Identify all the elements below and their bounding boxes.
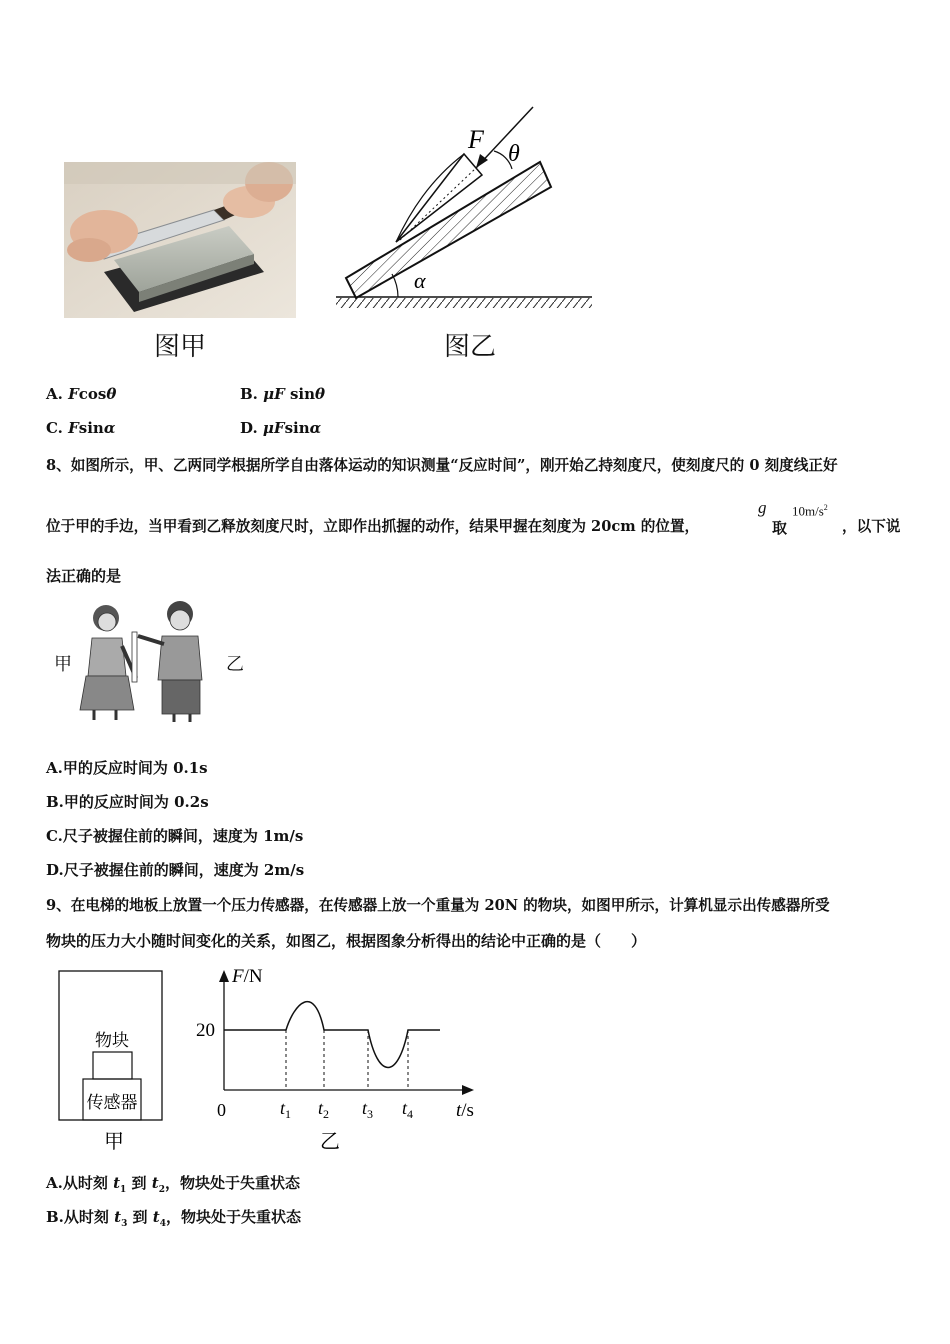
force-time-graph xyxy=(190,960,490,1156)
q8-option-c[interactable]: C.尺子被握住前的瞬间，速度为 1m/s xyxy=(46,827,304,845)
q9-stem-line2: 物块的压力大小随时间变化的关系，如图乙，根据图象分析得出的结论中正确的是（ ） xyxy=(46,932,647,950)
q8-stem-line3: 法正确的是 xyxy=(46,567,122,585)
q8-stem-line2-end: ，以下说 xyxy=(842,518,901,535)
q7-option-a[interactable]: A. Fcosθ xyxy=(46,385,117,403)
y-axis-label: F/N xyxy=(232,966,263,987)
alpha-label: α xyxy=(414,268,426,293)
block-label: 物块 xyxy=(95,1031,129,1051)
incline-blade-diagram xyxy=(330,102,600,314)
q8-option-b[interactable]: B.甲的反应时间为 0.2s xyxy=(46,793,209,811)
caption-yi: 乙 xyxy=(320,1129,340,1153)
figure-caption-jia: 图甲 xyxy=(154,332,207,362)
q8-option-d[interactable]: D.尺子被握住前的瞬间，速度为 2m/s xyxy=(46,861,305,879)
x-axis-label: t/s xyxy=(456,1100,474,1121)
tick-t1: $t_1$ xyxy=(280,1098,292,1121)
caption-jia: 甲 xyxy=(104,1129,124,1153)
theta-label: θ xyxy=(508,141,520,167)
figure-caption-yi: 图乙 xyxy=(444,332,497,362)
knife-sharpening-illustration xyxy=(64,162,296,318)
y-value-20: 20 xyxy=(196,1020,215,1041)
g-value: $10m/s^2$ xyxy=(792,503,828,519)
take-word: 取 xyxy=(772,519,788,537)
q7-option-d[interactable]: D. μFsinα xyxy=(240,419,322,437)
force-curve xyxy=(224,1002,440,1068)
q8-option-a[interactable]: A.甲的反应时间为 0.1s xyxy=(46,759,208,777)
knife-sharpening-photo xyxy=(64,162,296,318)
tick-t2: $t_2$ xyxy=(318,1098,330,1121)
q8-stem-line2: 位于甲的手边，当甲看到乙释放刻度尺时，立即作出抓握的动作，结果甲握在刻度为 20cm 的位置， xyxy=(46,518,700,535)
y-axis-arrow xyxy=(219,970,229,982)
g-symbol: g xyxy=(758,498,767,517)
reaction-time-illustration xyxy=(76,598,226,722)
tick-t4: $t_4$ xyxy=(402,1098,414,1121)
sensor-label: 传感器 xyxy=(86,1093,138,1113)
x-axis-arrow xyxy=(462,1085,474,1095)
q9-option-a[interactable]: A.从时刻 $t_1$ 到 $t_2$，物块处于失重状态 xyxy=(46,1174,300,1195)
ground-hatch xyxy=(336,298,592,308)
q7-option-b[interactable]: B. μF sinθ xyxy=(240,385,326,403)
elevator-box-figure xyxy=(56,968,168,1154)
q9-stem-line1: 9、在电梯的地板上放置一个压力传感器，在传感器上放一个重量为 20N 的物块，如图甲所示，计算机显示出传感器所受 xyxy=(46,897,830,914)
q7-option-c[interactable]: C. Fsinα xyxy=(46,419,116,437)
q9-option-b[interactable]: B.从时刻 $t_3$ 到 $t_4$，物块处于失重状态 xyxy=(46,1208,301,1229)
origin-label: 0 xyxy=(217,1100,226,1120)
jia-label: 甲 xyxy=(54,654,72,675)
yi-label: 乙 xyxy=(226,654,244,675)
force-label: F xyxy=(468,125,484,154)
tick-t3: $t_3$ xyxy=(362,1098,374,1121)
q8-stem-line1: 8、如图所示，甲、乙两同学根据所学自由落体运动的知识测量“反应时间”，刚开始乙持刻度尺，使刻度尺的 0 刻度线正好 xyxy=(46,457,838,474)
block-rect xyxy=(93,1052,132,1079)
